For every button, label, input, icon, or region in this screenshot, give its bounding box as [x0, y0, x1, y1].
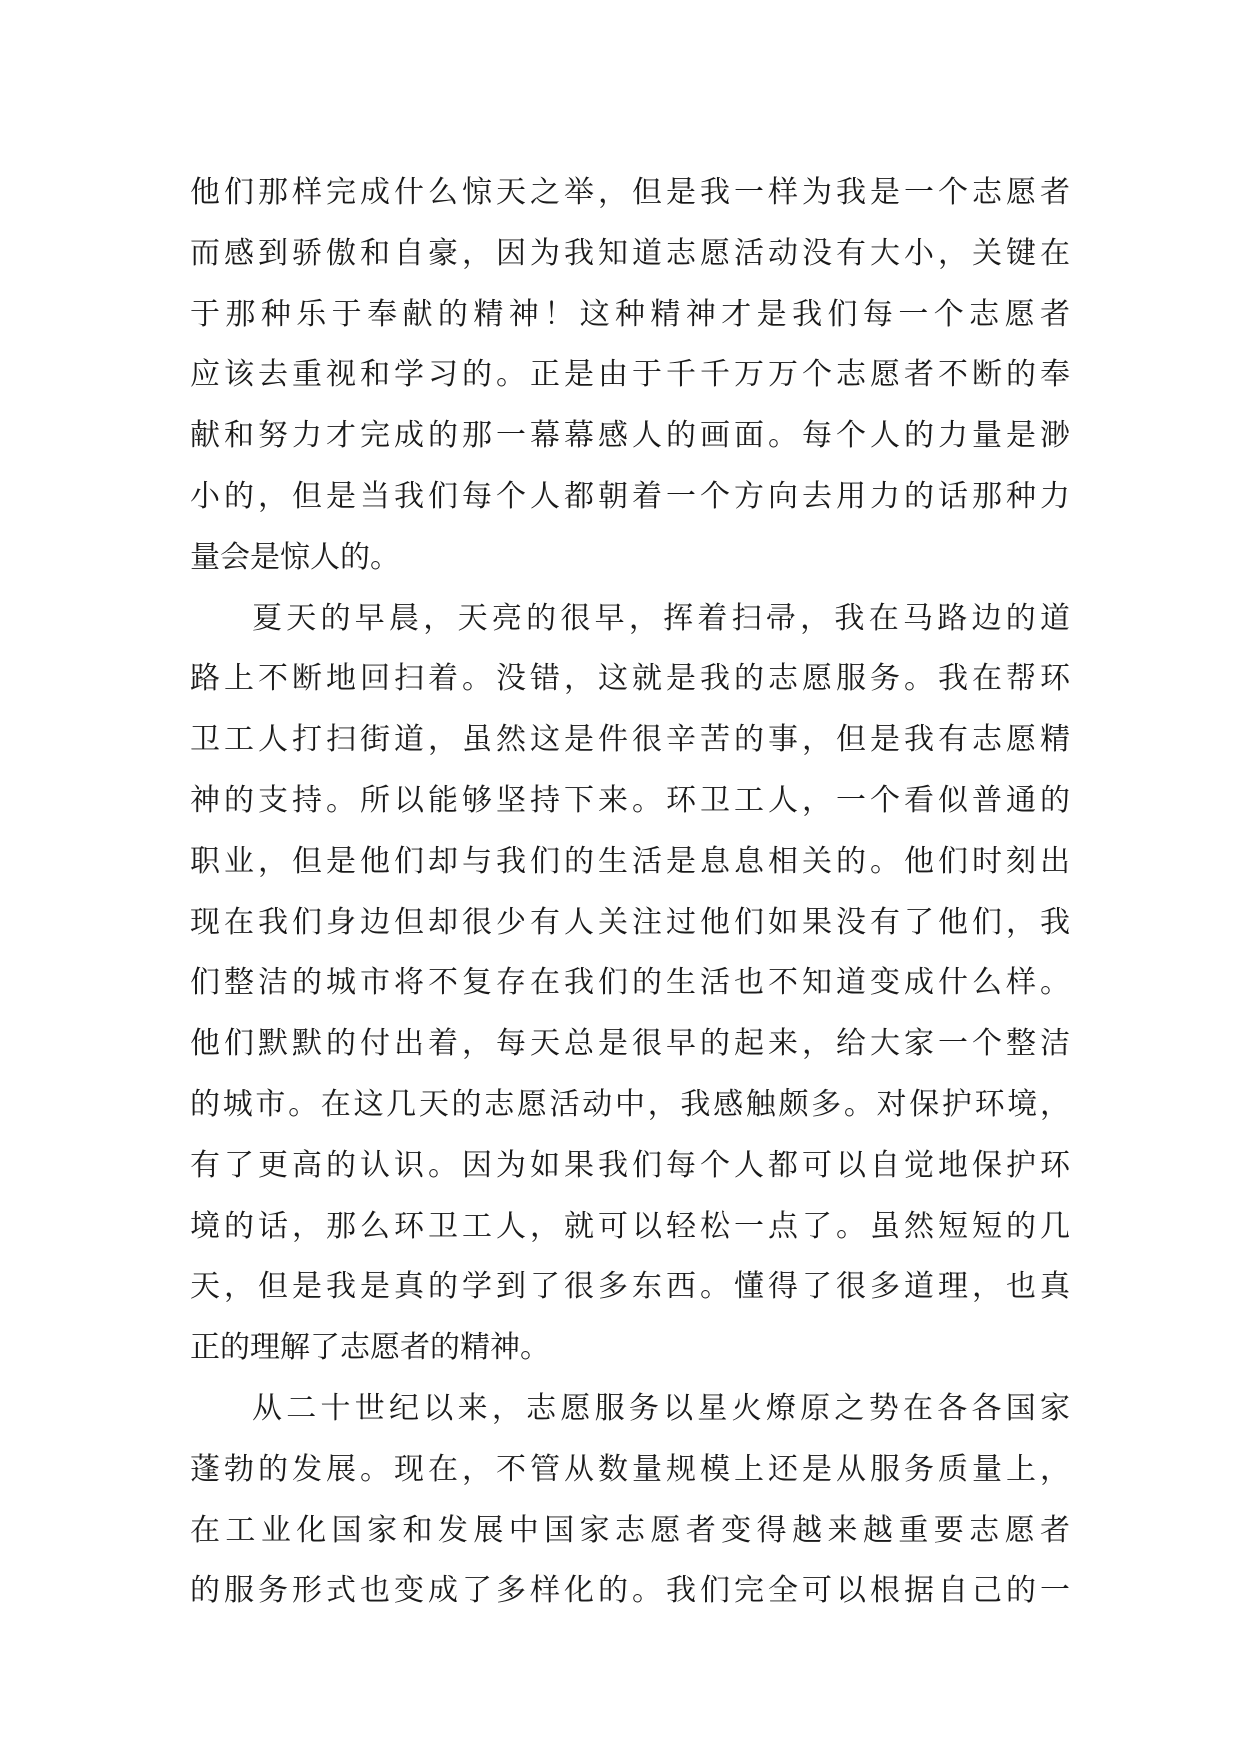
text-line: 从二十世纪以来，志愿服务以星火燎原之势在各各国家 — [252, 1390, 1070, 1426]
text-line: 量会是惊人的。 — [190, 539, 400, 575]
text-line: 现在我们身边但却很少有人关注过他们如果没有了他们，我 — [190, 904, 1070, 940]
text-line: 路上不断地回扫着。没错，这就是我的志愿服务。我在帮环 — [190, 661, 1070, 697]
text-line: 在工业化国家和发展中国家志愿者变得越来越重要志愿者 — [190, 1512, 1070, 1548]
text-line: 们整洁的城市将不复存在我们的生活也不知道变成什么样。 — [190, 965, 1070, 1001]
text-line: 他们默默的付出着，每天总是很早的起来，给大家一个整洁 — [190, 1026, 1070, 1062]
text-line: 天，但是我是真的学到了很多东西。懂得了很多道理，也真 — [190, 1269, 1070, 1305]
text-line: 境的话，那么环卫工人，就可以轻松一点了。虽然短短的几 — [190, 1208, 1070, 1244]
text-line: 卫工人打扫街道，虽然这是件很辛苦的事，但是我有志愿精 — [190, 722, 1070, 758]
text-line: 有了更高的认识。因为如果我们每个人都可以自觉地保护环 — [190, 1147, 1070, 1183]
text-line: 正的理解了志愿者的精神。 — [190, 1330, 550, 1366]
text-line: 神的支持。所以能够坚持下来。环卫工人，一个看似普通的 — [190, 782, 1070, 818]
body-text — [190, 163, 1070, 1622]
text-line: 于那种乐于奉献的精神！这种精神才是我们每一个志愿者 — [190, 296, 1070, 332]
text-line: 应该去重视和学习的。正是由于千千万万个志愿者不断的奉 — [190, 357, 1070, 393]
text-line: 职业，但是他们却与我们的生活是息息相关的。他们时刻出 — [190, 843, 1070, 879]
text-line: 蓬勃的发展。现在，不管从数量规模上还是从服务质量上， — [190, 1451, 1070, 1487]
text-line: 夏天的早晨，天亮的很早，挥着扫帚，我在马路边的道 — [252, 600, 1070, 636]
text-line: 的城市。在这几天的志愿活动中，我感触颇多。对保护环境， — [190, 1086, 1070, 1122]
text-line: 的服务形式也变成了多样化的。我们完全可以根据自己的一 — [190, 1573, 1070, 1609]
text-line: 小的，但是当我们每个人都朝着一个方向去用力的话那种力 — [190, 478, 1070, 514]
text-line: 献和努力才完成的那一幕幕感人的画面。每个人的力量是渺 — [190, 418, 1070, 454]
text-line: 而感到骄傲和自豪，因为我知道志愿活动没有大小，关键在 — [190, 235, 1070, 271]
text-line: 他们那样完成什么惊天之举，但是我一样为我是一个志愿者 — [190, 175, 1070, 210]
